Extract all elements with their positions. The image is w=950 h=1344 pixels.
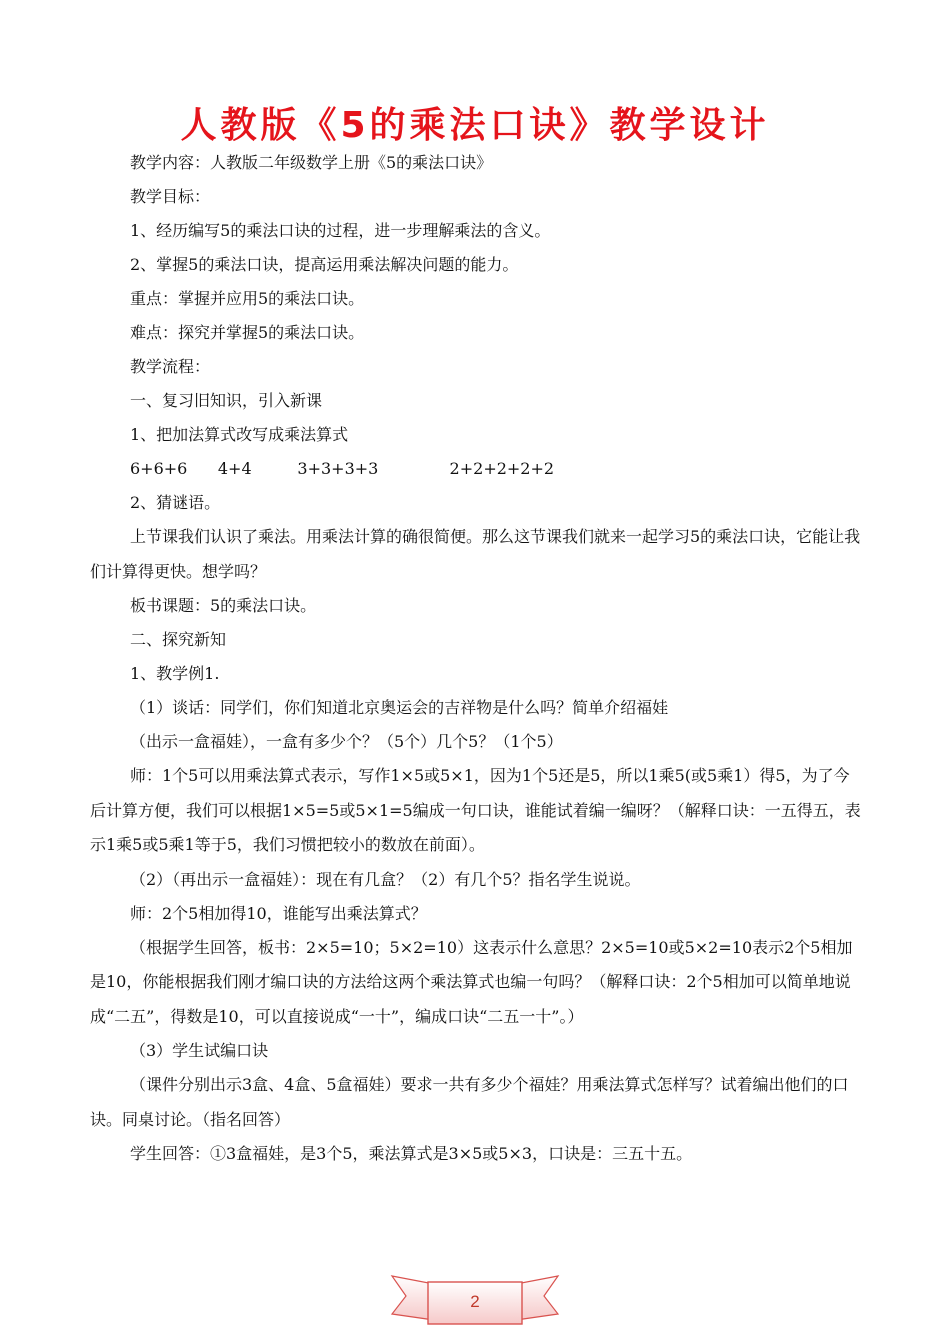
paragraph: （2）（再出示一盒福娃）：现在有几盒？（2）有几个5？指名学生说说。 (130, 869, 641, 889)
paragraph: 学生回答：①3盒福娃，是3个5，乘法算式是3×5或5×3，口诀是：三五十五。 (130, 1144, 693, 1163)
paragraph: 1、把加法算式改写成乘法算式 (130, 425, 349, 444)
document-title: 人教版《5的乘法口诀》教学设计 (180, 105, 770, 146)
paragraph: 2、猜谜语。 (130, 493, 221, 512)
paragraph: （3）学生试编口诀 (130, 1041, 269, 1060)
section-heading: 二、探究新知 (130, 630, 227, 649)
addition-expressions: 6+6+6 4+4 3+3+3+3 2+2+2+2+2 (130, 459, 555, 478)
paragraph: 上节课我们认识了乘法。用乘法计算的确很简便。那么这节课我们就来一起学习5的乘法口诀，它能让我们计算得更快。想学吗？ (90, 527, 861, 581)
document-body (90, 146, 862, 1171)
paragraph: 板书课题：5的乘法口诀。 (130, 596, 317, 615)
paragraph: （1）谈话：同学们，你们知道北京奥运会的吉祥物是什么吗？简单介绍福娃 (130, 698, 669, 717)
paragraph: 难点：探究并掌握5的乘法口诀。 (130, 323, 365, 342)
paragraph: （根据学生回答，板书：2×5=10；5×2=10）这表示什么意思？2×5=10或5×2=10表示2个5相加是10，你能根据我们刚才编口诀的方法给这两个乘法算式也编一句吗？（解释口诀：2个5相加可以简单地说成“二五”，得数是10，可以直接说成“一十”，编成口诀“二五一十”。） (90, 937, 853, 1026)
section-heading: 一、复习旧知识，引入新课 (130, 391, 323, 410)
paragraph: 1、教学例1. (130, 664, 220, 683)
paragraph: （课件分别出示3盒、4盒、5盒福娃）要求一共有多少个福娃？用乘法算式怎样写？试着编出他们的口诀。同桌讨论。（指名回答） (90, 1075, 849, 1129)
paragraph: 教学流程： (130, 357, 211, 376)
page-number: 2 (470, 1292, 480, 1311)
paragraph: 师：1个5可以用乘法算式表示，写作1×5或5×1，因为1个5还是5，所以1乘5(或5乘1）得5，为了今后计算方便，我们可以根据1×5=5或5×1=5编成一句口诀，谁能试着编一编呀？（解释口诀：一五得五，表示1乘5或5乘1等于5，我们习惯把较小的数放在前面）。 (90, 766, 861, 854)
paragraph: 1、经历编写5的乘法口诀的过程，进一步理解乘法的含义。 (130, 221, 551, 240)
paragraph: 教学目标： (130, 187, 211, 206)
page-number-ribbon (390, 1270, 560, 1332)
paragraph: 重点：掌握并应用5的乘法口诀。 (130, 289, 365, 308)
paragraph: 教学内容：人教版二年级数学上册《5的乘法口诀》 (130, 153, 493, 172)
paragraph: 师：2个5相加得10，谁能写出乘法算式？ (130, 903, 427, 923)
paragraph: 2、掌握5的乘法口诀，提高运用乘法解决问题的能力。 (130, 255, 519, 274)
paragraph: （出示一盒福娃），一盒有多少个？（5个）几个5？（1个5） (130, 732, 563, 751)
